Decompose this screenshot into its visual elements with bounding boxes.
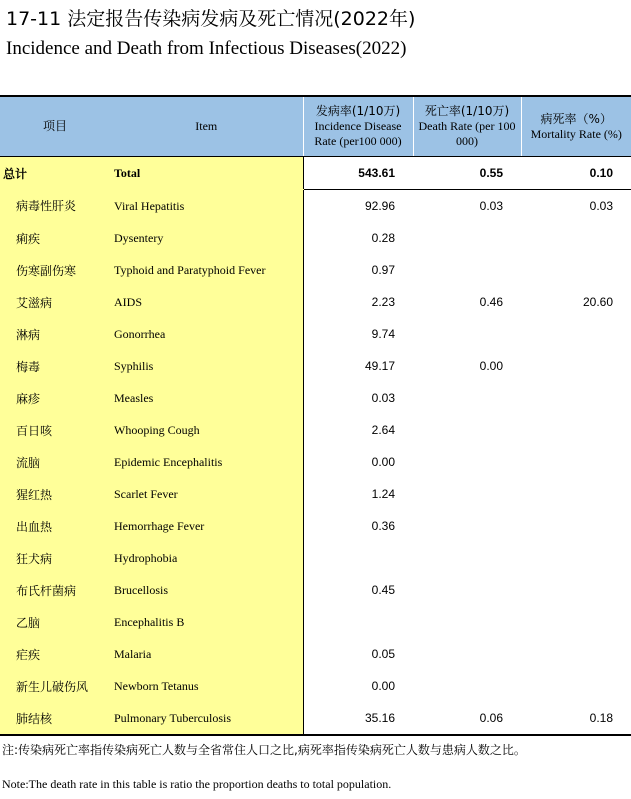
death-value: 0.03 xyxy=(479,199,503,213)
table-row xyxy=(0,702,631,735)
death-value xyxy=(413,670,521,702)
note-cn: 注:传染病死亡率指传染病死亡人数与全省常住人口之比,病死率指传染病死亡人数与患病人数之比。 xyxy=(2,743,526,757)
death-value xyxy=(413,478,521,510)
mortality-value xyxy=(521,350,631,382)
disease-name-en: Brucellosis xyxy=(110,574,303,606)
disease-name-cn: 猩红热 xyxy=(0,478,110,510)
total-label-cn: 总计 xyxy=(0,157,110,190)
disease-name-cn: 狂犬病 xyxy=(0,542,110,574)
incidence-value: 0.03 xyxy=(371,391,395,405)
death-value: 0.00 xyxy=(479,359,503,373)
table-row xyxy=(0,638,631,670)
disease-name-cn: 百日咳 xyxy=(0,414,110,446)
disease-name-cn: 艾滋病 xyxy=(0,286,110,318)
total-incidence: 543.61 xyxy=(303,157,413,190)
disease-name-en: AIDS xyxy=(110,286,303,318)
incidence-value xyxy=(303,606,413,638)
disease-name-en: Scarlet Fever xyxy=(110,478,303,510)
table-row xyxy=(0,574,631,606)
death-value xyxy=(413,574,521,606)
disease-name-cn: 疟疾 xyxy=(0,638,110,670)
incidence-value: 2.64 xyxy=(371,423,395,437)
mortality-value xyxy=(521,478,631,510)
mortality-value: 0.18 xyxy=(589,711,613,725)
mortality-value xyxy=(521,510,631,542)
death-value xyxy=(413,542,521,574)
table-row xyxy=(0,350,631,382)
header-item-cn: 项目 xyxy=(0,96,110,157)
disease-name-en: Syphilis xyxy=(110,350,303,382)
total-label-en: Total xyxy=(110,157,303,190)
disease-name-cn: 痢疾 xyxy=(0,222,110,254)
header-incidence-cn: 发病率(1/10万) xyxy=(315,104,401,118)
disease-name-en: Malaria xyxy=(110,638,303,670)
table-row xyxy=(0,254,631,286)
disease-name-en: Gonorrhea xyxy=(110,318,303,350)
header-incidence xyxy=(303,96,413,157)
header-mortality xyxy=(521,96,631,157)
incidence-value: 35.16 xyxy=(364,711,395,725)
disease-name-en: Viral Hepatitis xyxy=(110,190,303,223)
incidence-value: 9.74 xyxy=(371,327,395,341)
header-mortality-en: Mortality Rate (%) xyxy=(530,126,622,141)
page-title-en: Incidence and Death from Infectious Diseases(2022) xyxy=(6,38,407,59)
incidence-value: 0.05 xyxy=(371,647,395,661)
disease-name-cn: 麻疹 xyxy=(0,382,110,414)
disease-name-cn: 肺结核 xyxy=(0,702,110,735)
death-value xyxy=(413,446,521,478)
disease-name-cn: 淋病 xyxy=(0,318,110,350)
death-value xyxy=(413,382,521,414)
table-row xyxy=(0,446,631,478)
disease-name-en: Whooping Cough xyxy=(110,414,303,446)
mortality-value xyxy=(521,638,631,670)
incidence-value: 2.23 xyxy=(371,295,395,309)
mortality-value xyxy=(521,414,631,446)
disease-name-cn: 出血热 xyxy=(0,510,110,542)
incidence-value: 0.97 xyxy=(371,263,395,277)
table-row xyxy=(0,670,631,702)
mortality-value xyxy=(521,382,631,414)
table-row xyxy=(0,606,631,638)
mortality-value: 0.03 xyxy=(589,199,613,213)
disease-name-cn: 伤寒副伤寒 xyxy=(0,254,110,286)
mortality-value xyxy=(521,222,631,254)
disease-name-en: Hydrophobia xyxy=(110,542,303,574)
death-value xyxy=(413,318,521,350)
header-death-en: Death Rate (per 100 000) xyxy=(418,119,516,148)
table-row xyxy=(0,318,631,350)
incidence-value: 1.24 xyxy=(371,487,395,501)
table-row xyxy=(0,542,631,574)
incidence-value: 0.45 xyxy=(371,583,395,597)
table-row xyxy=(0,190,631,223)
table-row xyxy=(0,478,631,510)
mortality-value xyxy=(521,606,631,638)
death-value xyxy=(413,606,521,638)
table-row xyxy=(0,414,631,446)
mortality-value xyxy=(521,254,631,286)
table-row xyxy=(0,382,631,414)
disease-name-en: Encephalitis B xyxy=(110,606,303,638)
disease-name-en: Hemorrhage Fever xyxy=(110,510,303,542)
mortality-value xyxy=(521,542,631,574)
header-death-cn: 死亡率(1/10万) xyxy=(424,104,510,118)
incidence-value: 0.00 xyxy=(371,455,395,469)
mortality-value xyxy=(521,574,631,606)
header-row xyxy=(0,96,631,157)
mortality-value xyxy=(521,446,631,478)
mortality-value: 20.60 xyxy=(582,295,613,309)
disease-name-cn: 梅毒 xyxy=(0,350,110,382)
death-value: 0.06 xyxy=(479,711,503,725)
death-value xyxy=(413,510,521,542)
page-title-cn: 17-11 法定报告传染病发病及死亡情况(2022年) xyxy=(6,8,416,30)
disease-name-en: Epidemic Encephalitis xyxy=(110,446,303,478)
note-en: Note:The death rate in this table is ratio the proportion deaths to total population. xyxy=(2,777,392,791)
disease-name-cn: 病毒性肝炎 xyxy=(0,190,110,223)
incidence-value: 0.00 xyxy=(371,679,395,693)
incidence-value: 92.96 xyxy=(364,199,395,213)
death-value xyxy=(413,254,521,286)
table-row xyxy=(0,510,631,542)
death-value xyxy=(413,222,521,254)
disease-name-en: Newborn Tetanus xyxy=(110,670,303,702)
disease-name-en: Dysentery xyxy=(110,222,303,254)
disease-name-cn: 乙脑 xyxy=(0,606,110,638)
disease-name-en: Pulmonary Tuberculosis xyxy=(110,702,303,735)
header-item-en: Item xyxy=(110,96,303,157)
incidence-value: 0.28 xyxy=(371,231,395,245)
mortality-value xyxy=(521,318,631,350)
disease-name-en: Measles xyxy=(110,382,303,414)
table-row xyxy=(0,286,631,318)
death-value xyxy=(413,638,521,670)
mortality-value xyxy=(521,670,631,702)
header-mortality-cn: 病死率（%） xyxy=(540,111,612,126)
table-row xyxy=(0,222,631,254)
header-incidence-en: Incidence Disease Rate (per100 000) xyxy=(314,119,402,148)
incidence-value: 0.36 xyxy=(371,519,395,533)
disease-name-cn: 布氏杆菌病 xyxy=(0,574,110,606)
death-value xyxy=(413,414,521,446)
infectious-disease-table xyxy=(0,95,631,736)
total-row xyxy=(0,157,631,190)
incidence-value: 49.17 xyxy=(364,359,395,373)
header-death xyxy=(413,96,521,157)
total-death: 0.55 xyxy=(413,157,521,190)
disease-name-en: Typhoid and Paratyphoid Fever xyxy=(110,254,303,286)
total-mortality: 0.10 xyxy=(521,157,631,190)
death-value: 0.46 xyxy=(479,295,503,309)
incidence-value xyxy=(303,542,413,574)
disease-name-cn: 新生儿破伤风 xyxy=(0,670,110,702)
disease-name-cn: 流脑 xyxy=(0,446,110,478)
